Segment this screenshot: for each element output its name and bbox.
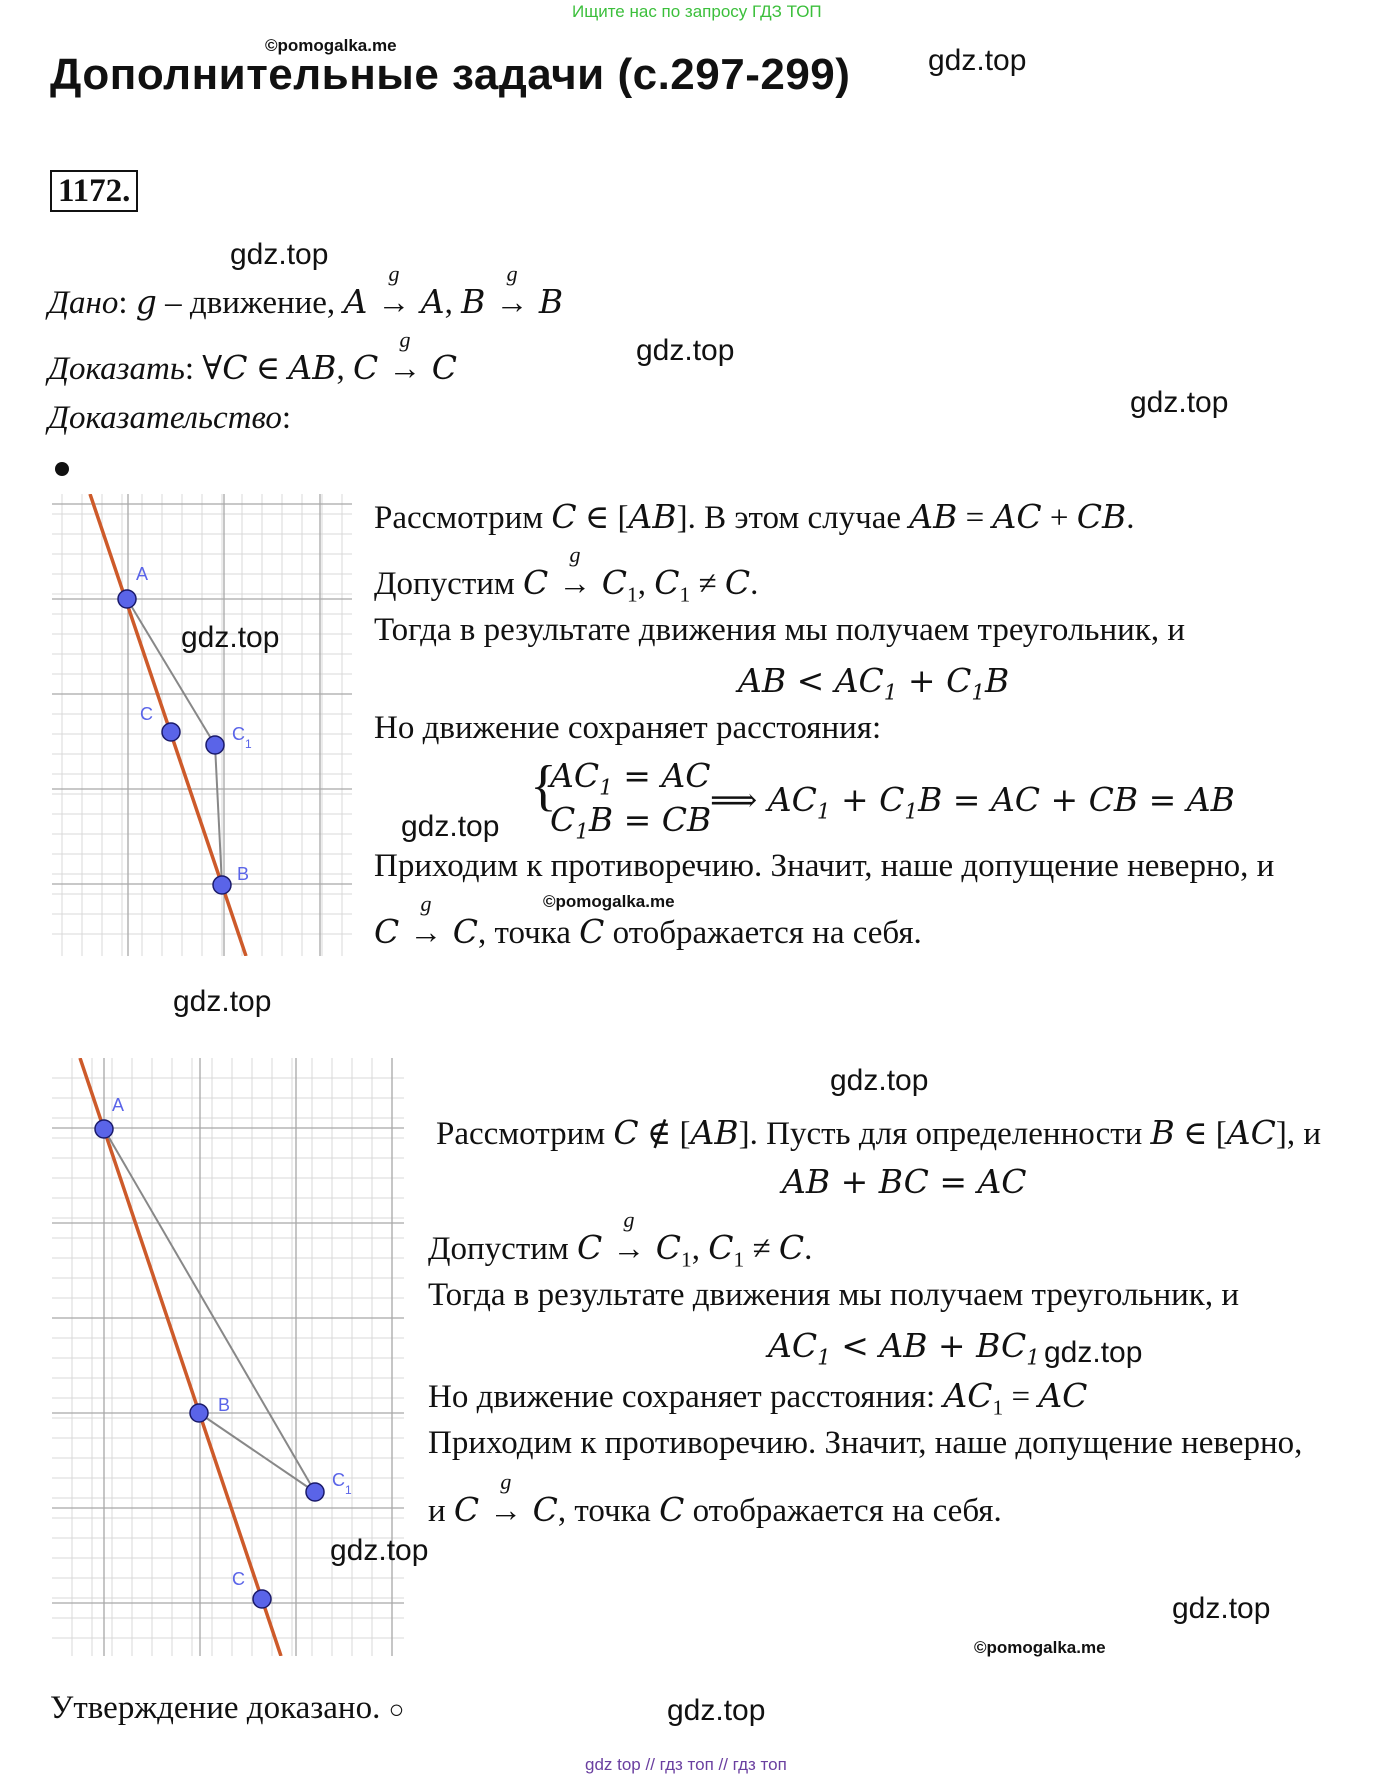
line-ac — [80, 1058, 281, 1656]
copyright-label: ©pomogalka.me — [974, 1638, 1106, 1657]
case1-system2: $C_1B$ = CB — [550, 800, 712, 845]
arrow-icon: g → — [558, 542, 592, 602]
case2-line8: и C g → C, точка C отображается на себя. — [428, 1469, 1002, 1529]
label-c1-sub: 1 — [245, 737, 252, 751]
proof-label: Доказательство: — [48, 400, 292, 436]
case2-line6: Но движение сохраняет расстояния: $AC_1$ = AC — [428, 1376, 1088, 1420]
label-b: B — [237, 864, 250, 884]
arrow-icon: g → — [388, 327, 422, 387]
label-c1-sub: 1 — [345, 1483, 352, 1497]
watermark: gdz.top — [636, 334, 735, 367]
watermark: gdz.top — [401, 810, 500, 843]
copyright-label: ©pomogalka.me — [543, 892, 675, 911]
given-label: Дано — [48, 285, 119, 321]
watermark: gdz.top — [181, 621, 280, 654]
label-a: A — [112, 1095, 125, 1115]
bullet-icon — [55, 462, 69, 476]
case2-line4: Тогда в результате движения мы получаем треугольник, и — [428, 1277, 1239, 1313]
case2-equation: AB + BC = AC — [782, 1162, 1027, 1201]
prove-label: Доказать — [48, 351, 185, 387]
watermark: gdz.top — [330, 1534, 429, 1567]
brace-icon: { — [530, 755, 557, 817]
case1-line2: Допустим C g → $C_1$, $C_1 \ne C$. — [374, 542, 759, 607]
label-c1: C — [332, 1470, 345, 1490]
arrow-icon: g → — [495, 261, 529, 321]
end-of-proof-icon: ○ — [388, 1695, 405, 1724]
point-c — [162, 723, 180, 741]
case1-inequality: AB < $AC_1 + C_1B$ — [738, 661, 1010, 706]
arrow-icon: g → — [377, 261, 411, 321]
case1-system-result: ⟹ $AC_1 + C_1B$ = AC + CB = AB — [710, 780, 1235, 825]
point-b — [190, 1404, 208, 1422]
case1-line3: Тогда в результате движения мы получаем треугольник, и — [374, 612, 1185, 648]
watermark: gdz.top — [1172, 1592, 1271, 1625]
figure-case1 — [52, 494, 352, 956]
given-line: Дано: g – движение, A g → A, B g → B — [48, 261, 564, 321]
footer-links[interactable]: gdz top // гдз топ // гдз топ — [585, 1755, 787, 1774]
page-title: Дополнительные задачи (с.297-299) — [50, 50, 851, 99]
label-c: C — [232, 1569, 245, 1589]
watermark: gdz.top — [1130, 386, 1229, 419]
watermark: gdz.top — [667, 1694, 766, 1727]
point-c1 — [206, 736, 224, 754]
case2-line3: Допустим C g → $C_1$, $C_1 \ne C$. — [428, 1207, 813, 1272]
copyright-label: ©pomogalka.me — [265, 36, 397, 55]
label-a: A — [136, 564, 149, 584]
watermark: gdz.top — [1044, 1336, 1143, 1369]
point-a — [95, 1120, 113, 1138]
point-b — [213, 876, 231, 894]
watermark: gdz.top — [230, 238, 329, 271]
case2-inequality: $AC_1$ < AB + $BC_1$ — [768, 1326, 1040, 1371]
case1-line6: Приходим к противоречию. Значит, наше допущение неверно, и — [374, 848, 1275, 884]
watermark: gdz.top — [173, 985, 272, 1018]
case1-system1: $AC_1$ = AC — [550, 756, 711, 801]
label-c1: C — [232, 724, 245, 744]
segment-bc1 — [199, 1413, 315, 1492]
arrow-icon: g → — [489, 1469, 523, 1529]
point-c — [253, 1590, 271, 1608]
point-a — [118, 590, 136, 608]
label-c: C — [140, 704, 153, 724]
arrow-icon: g → — [612, 1207, 646, 1267]
case2-line1: Рассмотрим C ∉ [AB]. Пусть для определенности B ∈ [AC], и — [436, 1113, 1321, 1152]
watermark: gdz.top — [830, 1064, 929, 1097]
search-hint-link[interactable]: Ищите нас по запросу ГДЗ ТОП — [572, 2, 822, 21]
point-c1 — [306, 1483, 324, 1501]
prove-line: Доказать: ∀C ∈ AB, C g → C — [48, 327, 457, 387]
conclusion: Утверждение доказано. ○ — [50, 1690, 405, 1726]
case2-line7: Приходим к противоречию. Значит, наше допущение неверно, — [428, 1425, 1303, 1461]
watermark: gdz.top — [928, 44, 1027, 77]
arrow-icon: g → — [409, 891, 443, 951]
label-b: B — [218, 1395, 231, 1415]
case1-line1: Рассмотрим C ∈ [AB]. В этом случае AB = AC + CB. — [374, 497, 1135, 536]
case1-line7: C g → C, точка C отображается на себя. — [374, 891, 922, 951]
problem-number: 1172. — [50, 170, 138, 212]
case1-line5: Но движение сохраняет расстояния: — [374, 710, 882, 746]
